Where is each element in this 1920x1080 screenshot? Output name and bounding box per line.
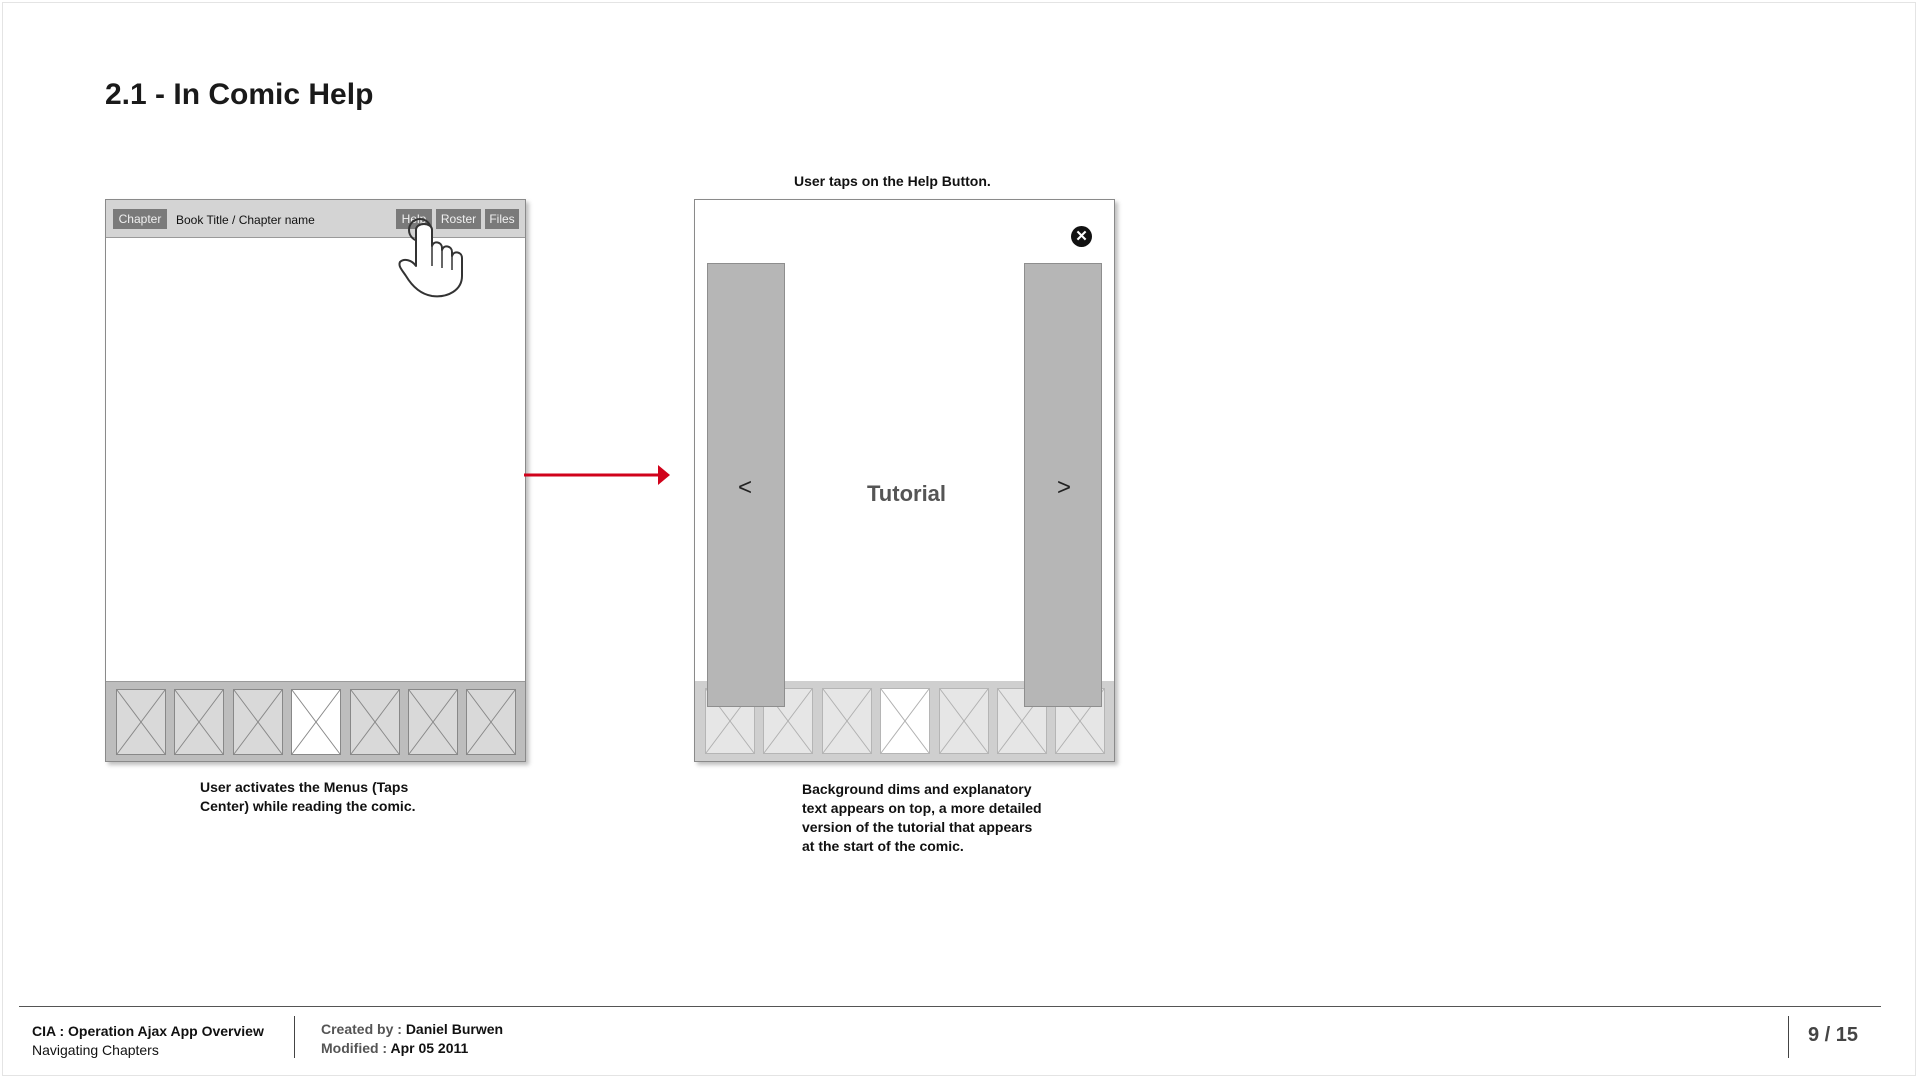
page-thumbnail[interactable]: [174, 689, 224, 755]
image-placeholder-icon: [823, 689, 871, 753]
prev-arrow-label: <: [738, 474, 753, 501]
tutorial-prev-panel[interactable]: [707, 263, 785, 707]
footer-created-by: Created by : Daniel Burwen: [321, 1021, 504, 1037]
close-icon[interactable]: ✕: [1071, 226, 1092, 247]
footer-separator: [294, 1016, 295, 1058]
thumbnail-strip: [106, 681, 525, 761]
chapter-button[interactable]: Chapter: [113, 209, 167, 229]
image-placeholder-icon: [409, 690, 457, 754]
image-placeholder-icon: [940, 689, 988, 753]
page-thumbnail[interactable]: [466, 689, 516, 755]
left-caption: [200, 778, 416, 816]
next-arrow-label: >: [1057, 474, 1072, 501]
footer-divider: [19, 1006, 1881, 1007]
right-caption-line: at the start of the comic.: [802, 838, 964, 854]
hand-pointer-icon: [392, 214, 468, 300]
right-caption: [802, 780, 1042, 856]
page-thumbnail[interactable]: [233, 689, 283, 755]
right-heading: User taps on the Help Button.: [794, 173, 991, 189]
image-placeholder-icon: [881, 689, 929, 753]
image-placeholder-icon: [292, 690, 340, 754]
page-title: 2.1 - In Comic Help: [105, 78, 374, 111]
page-thumbnail[interactable]: [116, 689, 166, 755]
page-thumbnail-selected[interactable]: [291, 689, 341, 755]
footer-modified: Modified : Apr 05 2011: [321, 1040, 469, 1056]
book-title: Book Title / Chapter name: [176, 213, 315, 227]
page-thumbnail: [822, 688, 872, 754]
page-thumbnail: [939, 688, 989, 754]
flow-arrow-icon: [524, 463, 670, 487]
tutorial-label: Tutorial: [867, 481, 947, 506]
footer-project: CIA : Operation Ajax App Overview: [32, 1023, 264, 1039]
files-button[interactable]: Files: [485, 209, 519, 229]
image-placeholder-icon: [351, 690, 399, 754]
tutorial-next-panel[interactable]: [1024, 263, 1102, 707]
footer-project-block: [32, 1022, 264, 1060]
image-placeholder-icon: [175, 690, 223, 754]
image-placeholder-icon: [234, 690, 282, 754]
right-caption-line: Background dims and explanatory: [802, 781, 1032, 797]
footer-separator: [1788, 1016, 1789, 1058]
image-placeholder-icon: [467, 690, 515, 754]
page-thumbnail[interactable]: [350, 689, 400, 755]
footer-meta-block: [321, 1020, 503, 1058]
footer-section: Navigating Chapters: [32, 1042, 159, 1058]
left-caption-line: User activates the Menus (Taps: [200, 779, 409, 795]
right-caption-line: version of the tutorial that appears: [802, 819, 1033, 835]
image-placeholder-icon: [117, 690, 165, 754]
roster-button[interactable]: Roster: [436, 209, 481, 229]
page-thumbnail-selected: [880, 688, 930, 754]
page-number: 9 / 15: [1808, 1024, 1859, 1046]
help-button[interactable]: Help: [396, 209, 432, 229]
left-caption-line: Center) while reading the comic.: [200, 798, 416, 814]
help-overlay-mockup: [694, 199, 1115, 762]
right-caption-line: text appears on top, a more detailed: [802, 800, 1042, 816]
page-thumbnail[interactable]: [408, 689, 458, 755]
